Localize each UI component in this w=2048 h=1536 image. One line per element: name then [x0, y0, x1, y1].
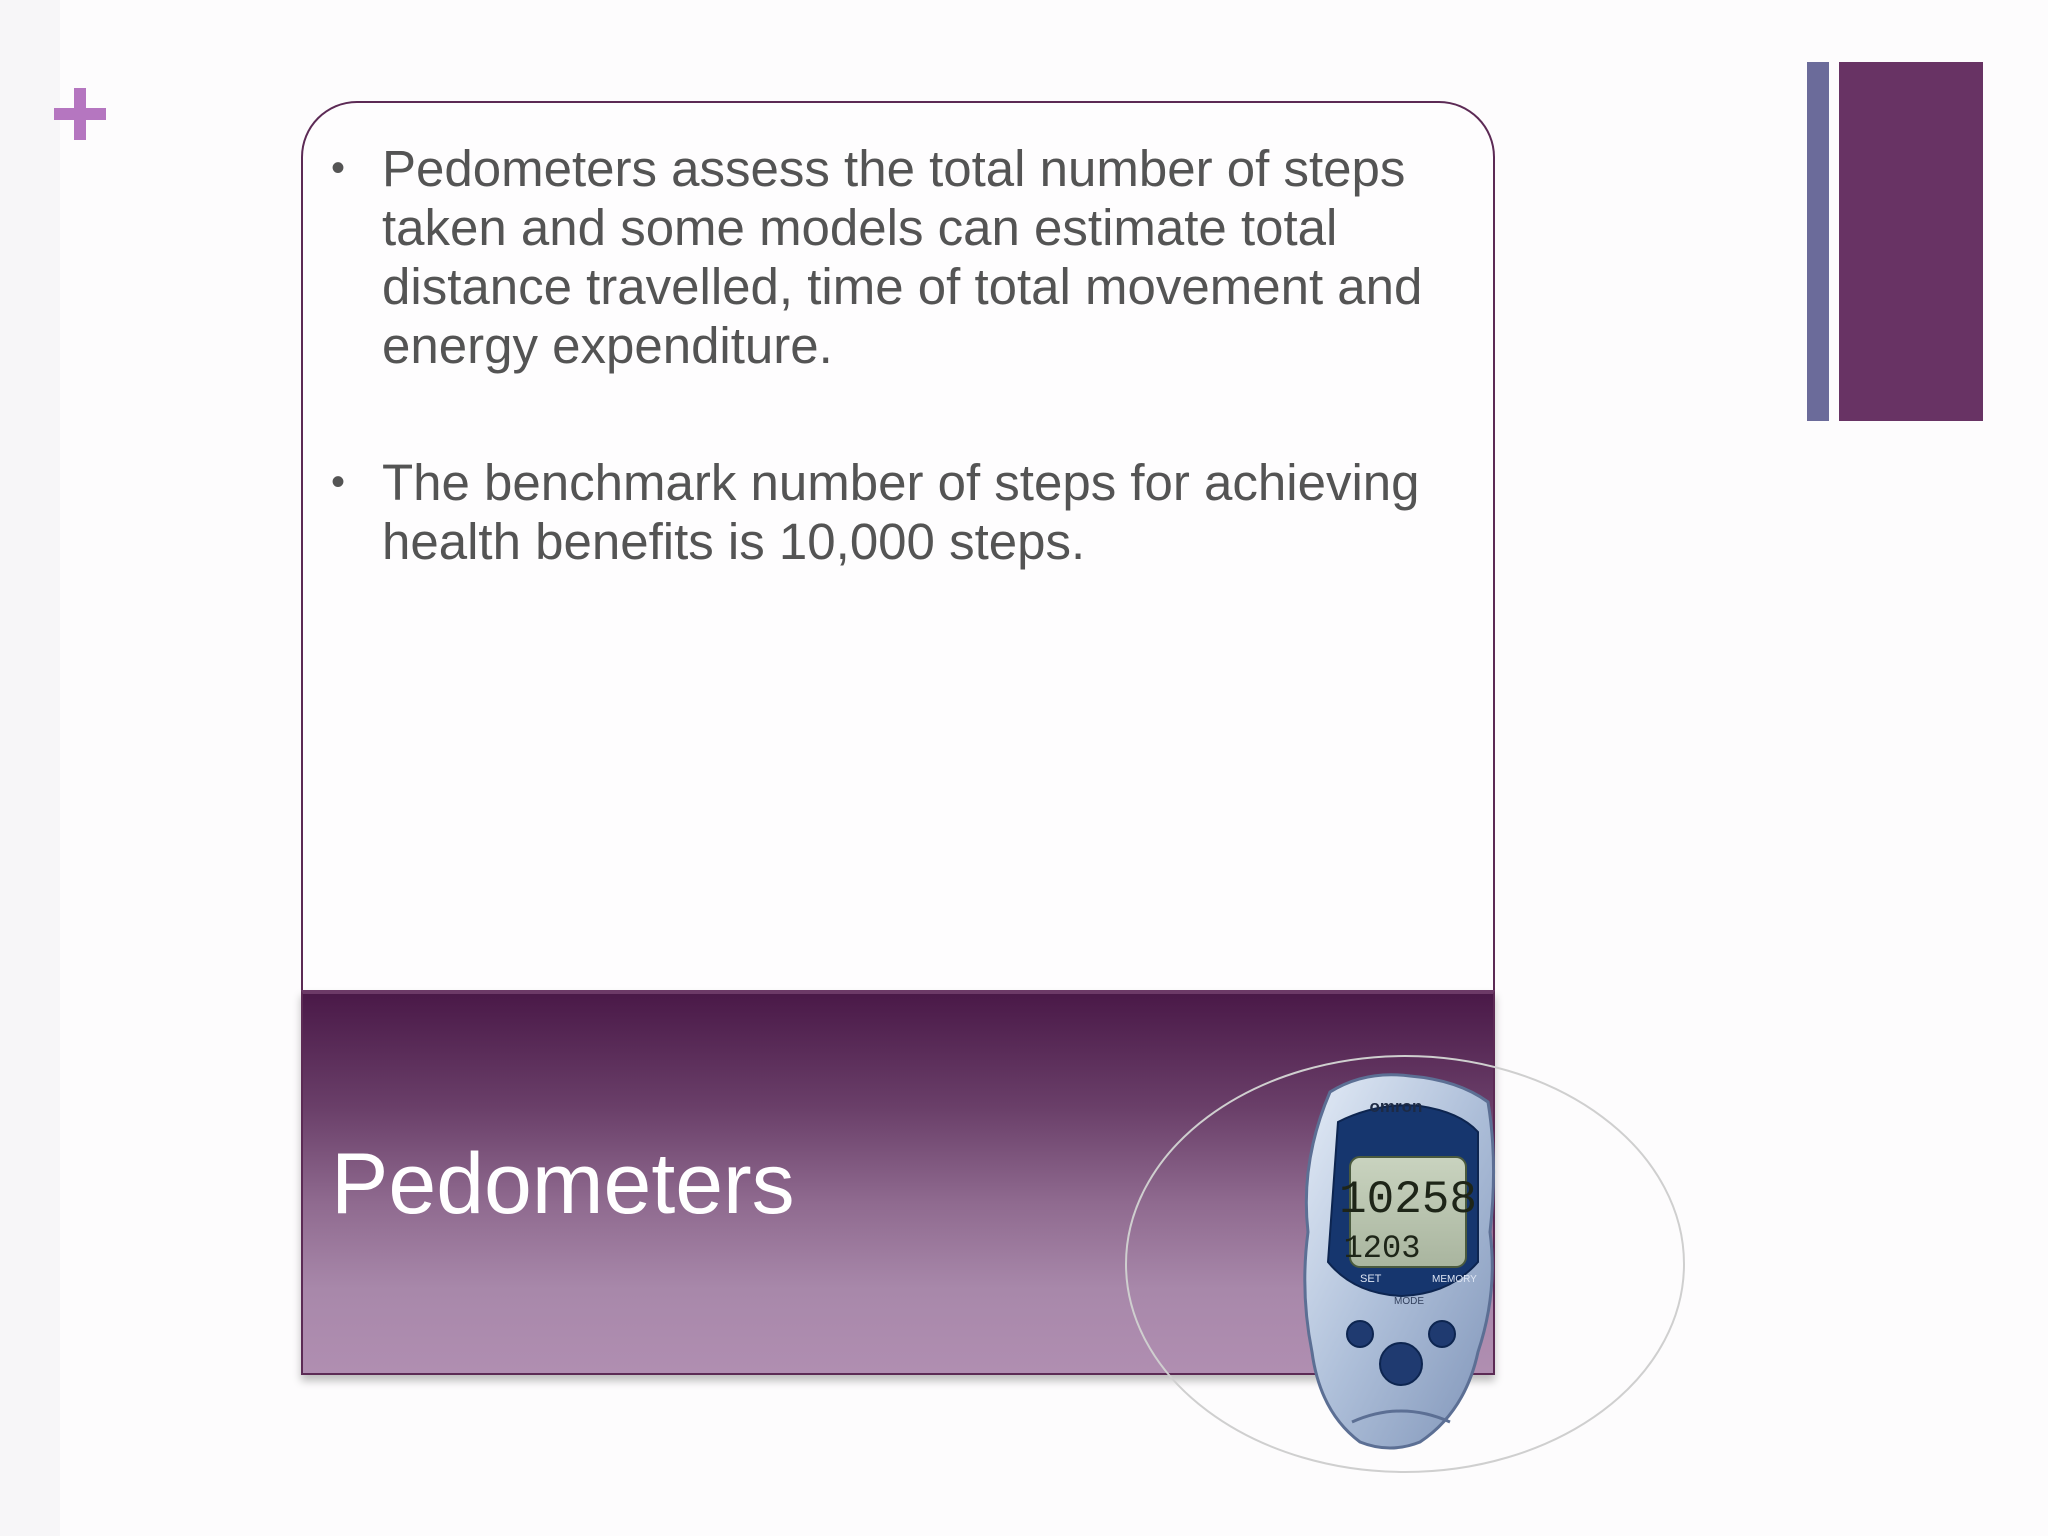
- pedometer-image: [1120, 1052, 1690, 1482]
- memory-button[interactable]: [1429, 1321, 1455, 1347]
- bullet-text: Pedometers assess the total number of steps taken and some models can estimate total distance travelled, time of total movement and energy expenditure.: [382, 140, 1423, 374]
- memory-label: MEMORY: [1432, 1274, 1477, 1285]
- mode-button[interactable]: [1380, 1343, 1422, 1385]
- bullet-list: [327, 139, 1477, 649]
- decorative-bar-wide: [1839, 62, 1983, 421]
- set-button[interactable]: [1347, 1321, 1373, 1347]
- bullet-text: The benchmark number of steps for achieving health benefits is 10,000 steps.: [382, 454, 1420, 570]
- screen-steps: 10258: [1338, 1174, 1478, 1226]
- bullet-dot-icon: •: [331, 146, 346, 190]
- bullet-item: [327, 453, 1477, 571]
- bullet-dot-icon: •: [331, 460, 346, 504]
- plus-icon: [54, 88, 106, 140]
- mode-label: MODE: [1394, 1296, 1424, 1307]
- brand-label: omron: [1369, 1097, 1423, 1116]
- decorative-bar-thin: [1807, 62, 1829, 421]
- bullet-item: [327, 139, 1477, 375]
- screen-secondary: 1203: [1343, 1230, 1421, 1267]
- content-box: [301, 101, 1495, 991]
- set-label: SET: [1360, 1273, 1382, 1285]
- slide-title: Pedometers: [331, 1136, 795, 1232]
